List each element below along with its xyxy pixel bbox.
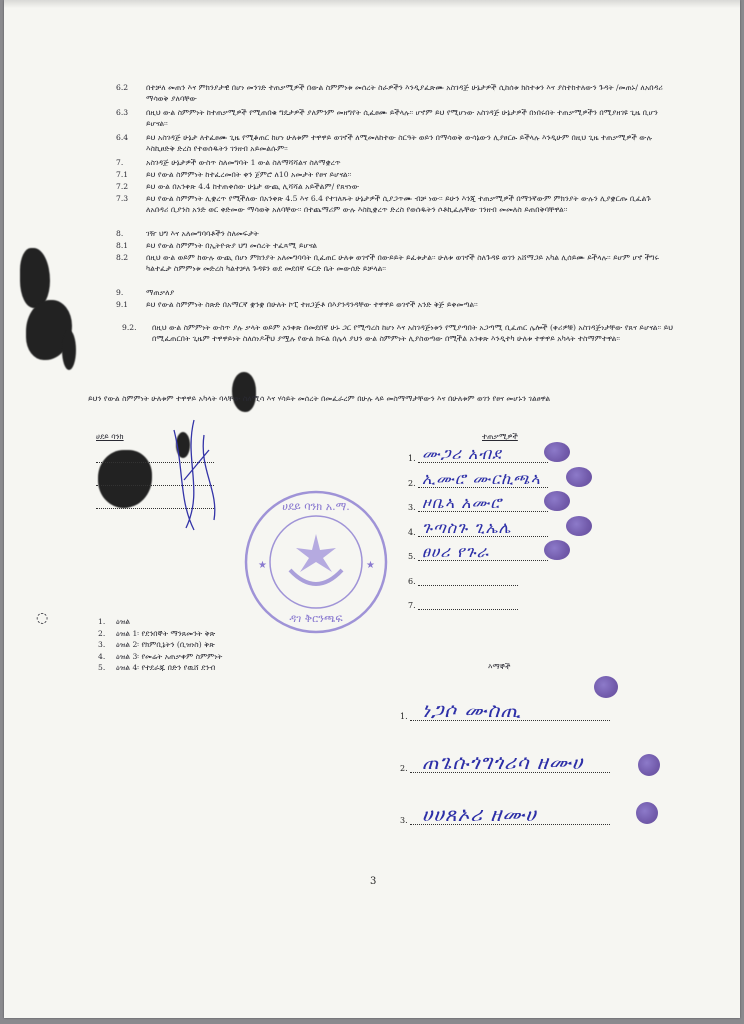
- attachment-text: ዕዝል: [116, 617, 131, 626]
- clause-text: ይህ አስገዳጅ ሁኔታ ለተፈፀሙ ጊዜ የሚቆጠር ከሆነ ሁለቱም ተዋዋይ ወገኖች ለሚመለከተው ስርዓት ወይን በማሳወቅ ውሳኔውን ሊያፀርፁ ይችላሉ እንዲሁም በዚህ ጊዜ ተጠቃሚዎች ውሉ እስኪፀድቅ ድረስ የተወሰዱትን ገንዘብ አይመልሱም፡፡: [146, 133, 653, 154]
- beneficiary-signature: ኢሙሮ ሙርኪጫኣ: [422, 468, 541, 488]
- beneficiaries-label: ተጠቃሚዎች: [482, 432, 518, 441]
- clause-text: ይህ የውል ስምምነት በኢትዮጵያ ህግ መሰረት ተፈጻሚ ይሆናል: [146, 241, 318, 250]
- clause-number: 8.1: [116, 241, 129, 250]
- clause-text: ይህ ውል በአንቀጽ 4.4 ከተጠቀሰው ሁኔታ ውጪ ሊሻሻል አይችልም/ የጸናነው: [146, 182, 360, 191]
- witness-signature: ሀሀጸኦሪ ዘሙሀ: [422, 802, 537, 826]
- witness-number: 1.: [400, 712, 408, 721]
- clause-text: በዚህ ውል ስምምነት ከተጠቃሚዎች የሚጠበቁ ግዴታዎች ያለምንም መዘግየት ሲፈፀሙ ይችላሉ፡፡ ሆኖም ይህ የሚሆነው አስገዳጅ ሁኔታዎች በነበሩበት ተጠቃሚዎችን በሚያዘገዩ ጊዜ ቢሆን ይሆናል፡፡: [146, 108, 658, 129]
- thumbprint: [544, 540, 570, 560]
- clause-text: ገዥ ህግ እና አለመግባባቶችን ስለመፍታት: [146, 229, 259, 238]
- witness-signature: ጠጌሱጎግጎሪሳ ዘሙሀ: [422, 750, 584, 774]
- svg-text:★: ★: [366, 560, 375, 571]
- beneficiary-signature: ሙጋሪ አብደ: [422, 444, 502, 463]
- clause-number: 8.2: [116, 253, 129, 262]
- attachment-number: 2.: [98, 628, 106, 638]
- ink-blot: [232, 372, 256, 412]
- thumbprint: [544, 491, 570, 511]
- clause-text: ማጠቃለያ: [146, 288, 175, 297]
- closing-paragraph: ይህን የውል ስምምነት ሁለቱም ተዋዋይ አካላት ባላቸው ስለሚሳ እና ሃሳይት መሰረት በመፈራረም በሁሉ ላይ መስማማታቸውን እና በሁለቱም ወገን የፀና መሆኑን ገልፀዋል: [88, 394, 551, 403]
- page-number: 3: [370, 876, 377, 887]
- clause-number: 9.: [116, 288, 124, 297]
- bank-signature: [164, 410, 234, 540]
- beneficiary-number: 5.: [408, 552, 416, 561]
- clause-text: በዚህ ውል ስምምነት ውስጥ ያሉ ቃላት ወይም አንቀጽ በመደበኛ ሁኑ ጋር የሚጣረስ ከሆነ እና አስገዳጅነቱን የሚያጣበት አጋጣሚ ቢፈጠር ሌሎች (ቀሪዎቹ) አስገዳጅነታቸው የጸና ይሆናል፡፡ ይህ በሚፈጠርበት ጊዜም ተዋዋይነት ስለሰነዶችህ ያሟሉ የውል ክፍል በሌላ ያህን ውል ስምምነት ሊያስወጣው በሚችል አንቀጽ እንዲተካ ሁለቱ ተዋዋይ አካላት ተስማምተዋል፡፡: [152, 323, 674, 344]
- witness-number: 3.: [400, 816, 408, 825]
- clause-text: በተቻለ መጠን እና ምክንያታዊ በሆነ መንገድ ተጠቃሚዎች በውል ስምምነቱ መሰረት ስራዎችን እንዲያፈጽሙ አስገዳጅ ሁኔታዎች ሲከሰቱ ክስተቱን እና ያስተከተለውን ጉዳት /መጠኑ/ ለአበዳሪ ማሳወቅ ያለባቸው: [146, 83, 663, 104]
- svg-text:ዳገ ቅርንጫፍ: ዳገ ቅርንጫፍ: [289, 612, 343, 625]
- clause-number: 6.3: [116, 108, 129, 117]
- clause-number: 8.: [116, 229, 124, 238]
- attachment-number: 5.: [98, 663, 106, 672]
- clause-number: 9.2.: [122, 323, 137, 332]
- beneficiary-number: 3.: [408, 503, 416, 512]
- hole-mark: ◌: [36, 610, 49, 626]
- thumbprint: [594, 676, 618, 698]
- attachment-number: 4.: [98, 651, 106, 661]
- ink-blot: [20, 248, 50, 308]
- witness-number: 2.: [400, 764, 408, 773]
- svg-text:★: ★: [258, 560, 267, 571]
- thumbprint: [566, 467, 592, 487]
- clause-text: ይህ የውል ስምምነት ከተፈረመበት ቀን ጀምሮ ለ10 አመታት የፀና ይሆናል፡፡: [146, 170, 352, 179]
- attachment-number: 3.: [98, 640, 106, 649]
- svg-text:ሀደይ ባንክ አ.ማ.: ሀደይ ባንክ አ.ማ.: [282, 500, 350, 513]
- beneficiary-signature-line: [418, 609, 518, 610]
- document-page: [4, 0, 740, 1018]
- beneficiary-number: 7.: [408, 601, 416, 610]
- beneficiary-number: 6.: [408, 576, 416, 586]
- clause-number: 7.3: [116, 194, 129, 203]
- thumbprint: [544, 442, 570, 462]
- attachment-text: ዕዝል 2፡ የክምቢኔትን (ቢዝነስ) ቅጽ: [116, 640, 215, 649]
- beneficiary-number: 1.: [408, 454, 416, 463]
- attachment-number: 1.: [98, 617, 106, 626]
- bank-stamp: [240, 488, 392, 636]
- scan-edge: [4, 0, 740, 8]
- beneficiary-signature: ጉጣስጉ ጊኤሌ: [422, 517, 512, 537]
- clause-number: 7.: [116, 158, 124, 167]
- clause-number: 7.2: [116, 182, 129, 191]
- ink-blot: [98, 450, 152, 508]
- beneficiary-signature: ዞቤኣ አሙሮ: [422, 493, 502, 512]
- clause-number: 9.1: [116, 300, 129, 309]
- thumbprint: [636, 802, 658, 824]
- beneficiary-signature-line: [418, 585, 518, 586]
- ink-blot: [62, 330, 76, 370]
- attachment-text: ዕዝል 1፡ የደንበኞት ማንጸመንት ቅጽ: [116, 628, 216, 638]
- beneficiary-number: 2.: [408, 478, 416, 488]
- clause-text: ይህ የውል ስምምነት ሊቋረጥ የሚችለው በአንቀጽ 4.5 እና 6.4 የተገለጹት ሁኔታዎች ሲያጋጥሙ ብቻ ነው፡፡ ይሁን እንጂ ተጠቃሚዎች በማንኛውም ምክንያት ውሉን ሊያቋርጡ ቢፈልጉ ለአበዳሪ ቢያንስ አንድ ወር ቀድመው ማሳወቅ አለባቸው፡፡ በተጨማሪም ውሉ እስኪቋረጥ ድረስ የወሰዱትን ሶቶኪፈሉቸው ገንዘብ መመለስ ይጠበቅባቸዋል፡፡: [146, 194, 652, 215]
- attachment-text: ዕዝል 3፡ የመሬት አጠቃቀም ስምምነት: [116, 651, 223, 661]
- beneficiary-number: 4.: [408, 527, 416, 537]
- clause-number: 6.4: [116, 133, 129, 142]
- bank-label: ሀደይ ባንክ: [96, 432, 124, 441]
- clause-text: ይህ የውል ስምምነት ስጽድ በአማርኛ ቋንቋ በሁለት ኮፒ ተዘጋጅቶ በእያንዳንዳቸው ተዋዋይ ወገኖች አንድ ቅጅ ይቀመጣል፡፡: [146, 300, 478, 309]
- beneficiary-signature: ፀሀሪ የጉራ: [422, 542, 490, 561]
- witnesses-label: እማኞች: [488, 662, 511, 671]
- clause-text: አስገዳጅ ሁኔታዎች ውስጥ ስለመግባት 1 ውል ስለማሻሻልና ስለማቋረጥ: [146, 158, 341, 167]
- witness-signature: ነጋሶ ሙስጢ: [422, 698, 522, 722]
- thumbprint: [566, 516, 592, 536]
- thumbprint: [638, 754, 660, 776]
- attachment-text: ዕዝል 4፡ የተደራጁ በድን የዉሸ ደንብ: [116, 663, 216, 672]
- clause-number: 6.2: [116, 83, 129, 92]
- clause-text: በዚህ ውል ወይም ከውሉ ውጪ በሆነ ምክንያት አለመግባባት ቢፈጠር ሁለቱ ወገኖች በውይይት ይፈቱታል፡፡ ሁለቱ ወገኖች ስለጉዳዩ ወገን አሸማጋይ አካል ሊሰይሙ ይችላሉ፡፡ ይሆም ሆኖ ችግሩ ካልተፈታ ስምምነቱ መድረስ ካልተቻለ ጉዳዩን ወደ መደበኛ ፍርድ ቤት መውሰድ ይቻላል፡፡: [146, 253, 659, 274]
- clause-number: 7.1: [116, 170, 129, 179]
